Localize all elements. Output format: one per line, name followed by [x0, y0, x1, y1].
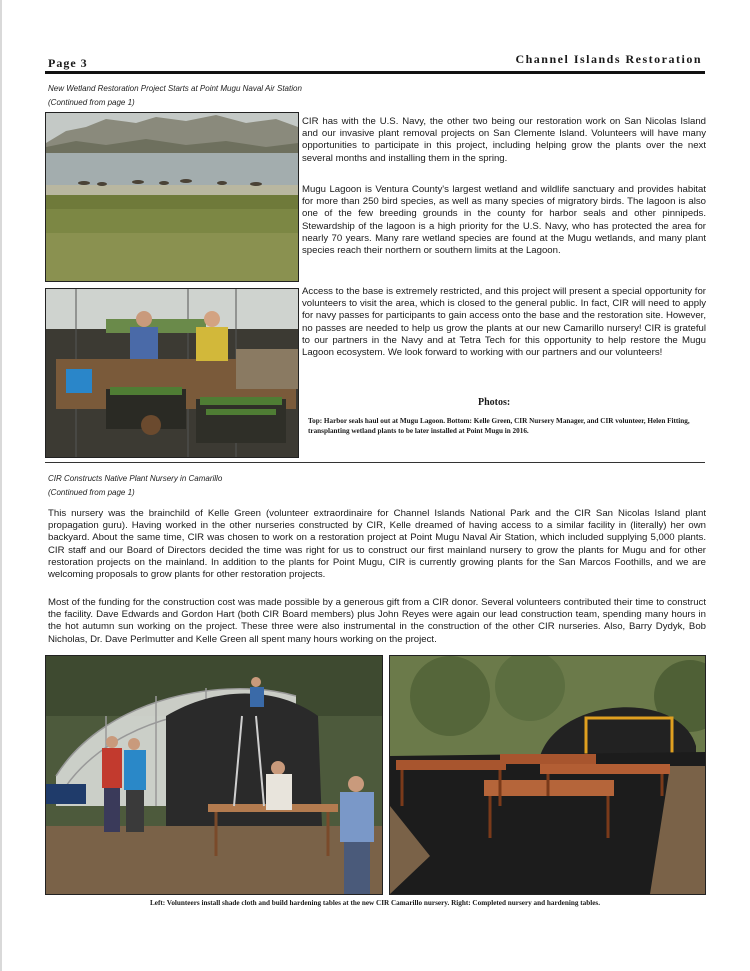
- article1-para2: Mugu Lagoon is Ventura County's largest wetland and wildlife sanctuary and provides habitat for more than 250 bird species, as well as many species of migratory birds. The lagoon is also one of the few breeding grounds in the county for harbor seals and other pinnipeds. Stewardship of the lagoon is a high priority for the U.S. Navy, who has protected the area for nearly 70 years. Many rare wetland species are found at the Mugu wetlands, and many plant species reach their northern or southern limits at the Lagoon.: [302, 184, 706, 257]
- article1-para3: Access to the base is extremely restricted, and this project will present a special opportunity for volunteers to visit the area, which is closed to the general public. In fact, CIR will need to apply for navy passes for participants to gain access onto the base and the restoration site. However, no passes are needed to help us grow the plants at our new Camarillo nursery! CIR is grateful to our partners in the Navy and at Tetra Tech for this opportunity to help restore the Mugu Lagoon ecosystem. We look forward to working with our partners and our volunteers!: [302, 286, 706, 359]
- photos-label: Photos:: [478, 397, 511, 408]
- article2-para2: Most of the funding for the construction cost was made possible by a generous gift from a CIR donor. Several volunteers contributed their time to construct the facility. Dave Edwards and Gordon Hart (both CIR Board members) plus John Reyes were again our lead construction team, spending many hours in the hot autumn sun working on the project. These three were also instrumental in the construction of the other CIR nurseries. Also, Barry Dydyk, Bob Nicholas, Dr. Dave Perlmutter and Kelle Green all spent many hours working on the project.: [48, 597, 706, 645]
- article1-photos-caption: Top: Harbor seals haul out at Mugu Lagoon. Bottom: Kelle Green, CIR Nursery Manager, and CIR volunteer, Helen Fitting, transplanting wetland plants to be later installed at Point Mugu in 2016.: [308, 417, 690, 435]
- article1-continued: (Continued from page 1): [48, 98, 135, 107]
- newsletter-title: Channel Islands Restoration: [515, 52, 702, 66]
- article2-title: CIR Constructs Native Plant Nursery in Camarillo: [48, 474, 223, 483]
- nursery-workers-photo: [45, 288, 299, 458]
- page-left-border: [0, 0, 2, 971]
- lagoon-photo: [45, 112, 299, 282]
- article1-para1: CIR has with the U.S. Navy, the other two being our restoration work on San Nicolas Island and our invasive plant removal projects on San Clemente Island. Volunteers will have many opportunities to participate in this project, including helping grow the plants over the next several months and installing them in the spring.: [302, 116, 706, 164]
- header-rule: [45, 71, 705, 74]
- article1-title: New Wetland Restoration Project Starts at Point Mugu Naval Air Station: [48, 84, 302, 93]
- construction-photo: [45, 655, 383, 895]
- article2-continued: (Continued from page 1): [48, 488, 135, 497]
- page-number: Page 3: [48, 56, 88, 70]
- article2-photos-caption: Left: Volunteers install shade cloth and build hardening tables at the new CIR Camarillo nursery. Right: Completed nursery and hardening tables.: [149, 899, 601, 907]
- section-divider: [45, 462, 705, 463]
- completed-nursery-photo: [389, 655, 706, 895]
- article2-para1: This nursery was the brainchild of Kelle Green (volunteer extraordinaire for Channel Islands National Park and the CIR San Nicolas Island plant propagation guru). Having worked in the other nurseries constructed by CIR, Kelle dreamed of having access to a similar facility in (literally) her own backyard. About the same time, CIR was chosen to work on a restoration project at Point Mugu Naval Air Station, which included supplying 5,000 plants. CIR staff and our Board of Directors decided the time was right for us to construct our first mainland nursery to grow the plants for Mugu and for other restoration projects on the mainland. In addition to the plants for Point Mugu, CIR is currently growing plants for the San Marcos Foothills, and we are welcoming proposals to grow plants for other restoration projects.: [48, 508, 706, 581]
